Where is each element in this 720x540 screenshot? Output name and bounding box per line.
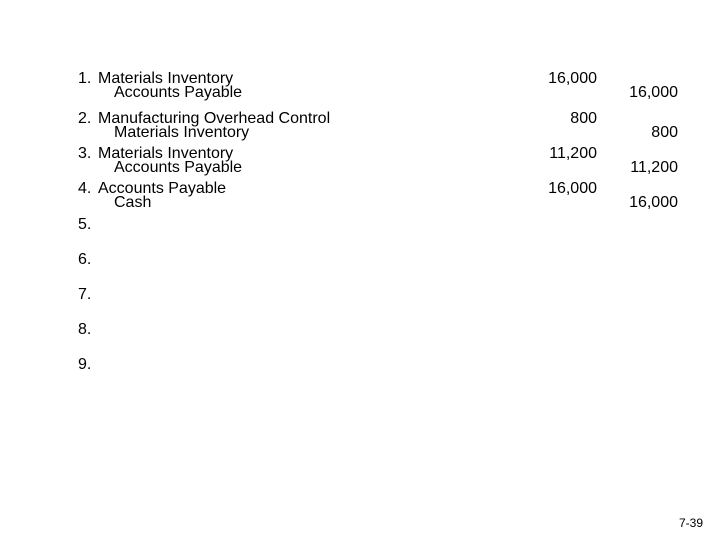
empty-item-7: 7. xyxy=(78,286,92,303)
entry-1-credit-account: Accounts Payable xyxy=(114,84,243,101)
entry-number: 2. xyxy=(78,110,92,127)
entry-1-debit-amount: 16,000 xyxy=(548,70,597,87)
entry-2-debit-amount: 800 xyxy=(570,110,597,127)
empty-item-6: 6. xyxy=(78,251,92,268)
entry-3-credit-amount: 11,200 xyxy=(630,159,678,176)
debit-account: Accounts Payable xyxy=(98,180,227,197)
entry-2-credit-account: Materials Inventory xyxy=(114,124,250,141)
entry-4-debit-amount: 16,000 xyxy=(548,180,597,197)
debit-account: Manufacturing Overhead Control xyxy=(98,110,331,127)
empty-item-9: 9. xyxy=(78,356,92,373)
entry-number: 4. xyxy=(78,180,92,197)
empty-item-8: 8. xyxy=(78,321,92,338)
empty-item-5: 5. xyxy=(78,216,92,233)
entry-4-debit-line xyxy=(78,180,226,198)
entry-3-credit-account: Accounts Payable xyxy=(114,159,243,176)
entry-4-credit-account: Cash xyxy=(114,194,152,211)
debit-account: Materials Inventory xyxy=(98,145,234,162)
entry-2-credit-amount: 800 xyxy=(651,124,678,141)
debit-account: Materials Inventory xyxy=(98,70,234,87)
entry-1-credit-amount: 16,000 xyxy=(629,84,678,101)
page-number: 7-39 xyxy=(678,516,703,530)
entry-4-credit-amount: 16,000 xyxy=(629,194,678,211)
entry-number: 1. xyxy=(78,70,92,87)
entry-number: 3. xyxy=(78,145,92,162)
entry-3-debit-amount: 11,200 xyxy=(549,145,597,162)
